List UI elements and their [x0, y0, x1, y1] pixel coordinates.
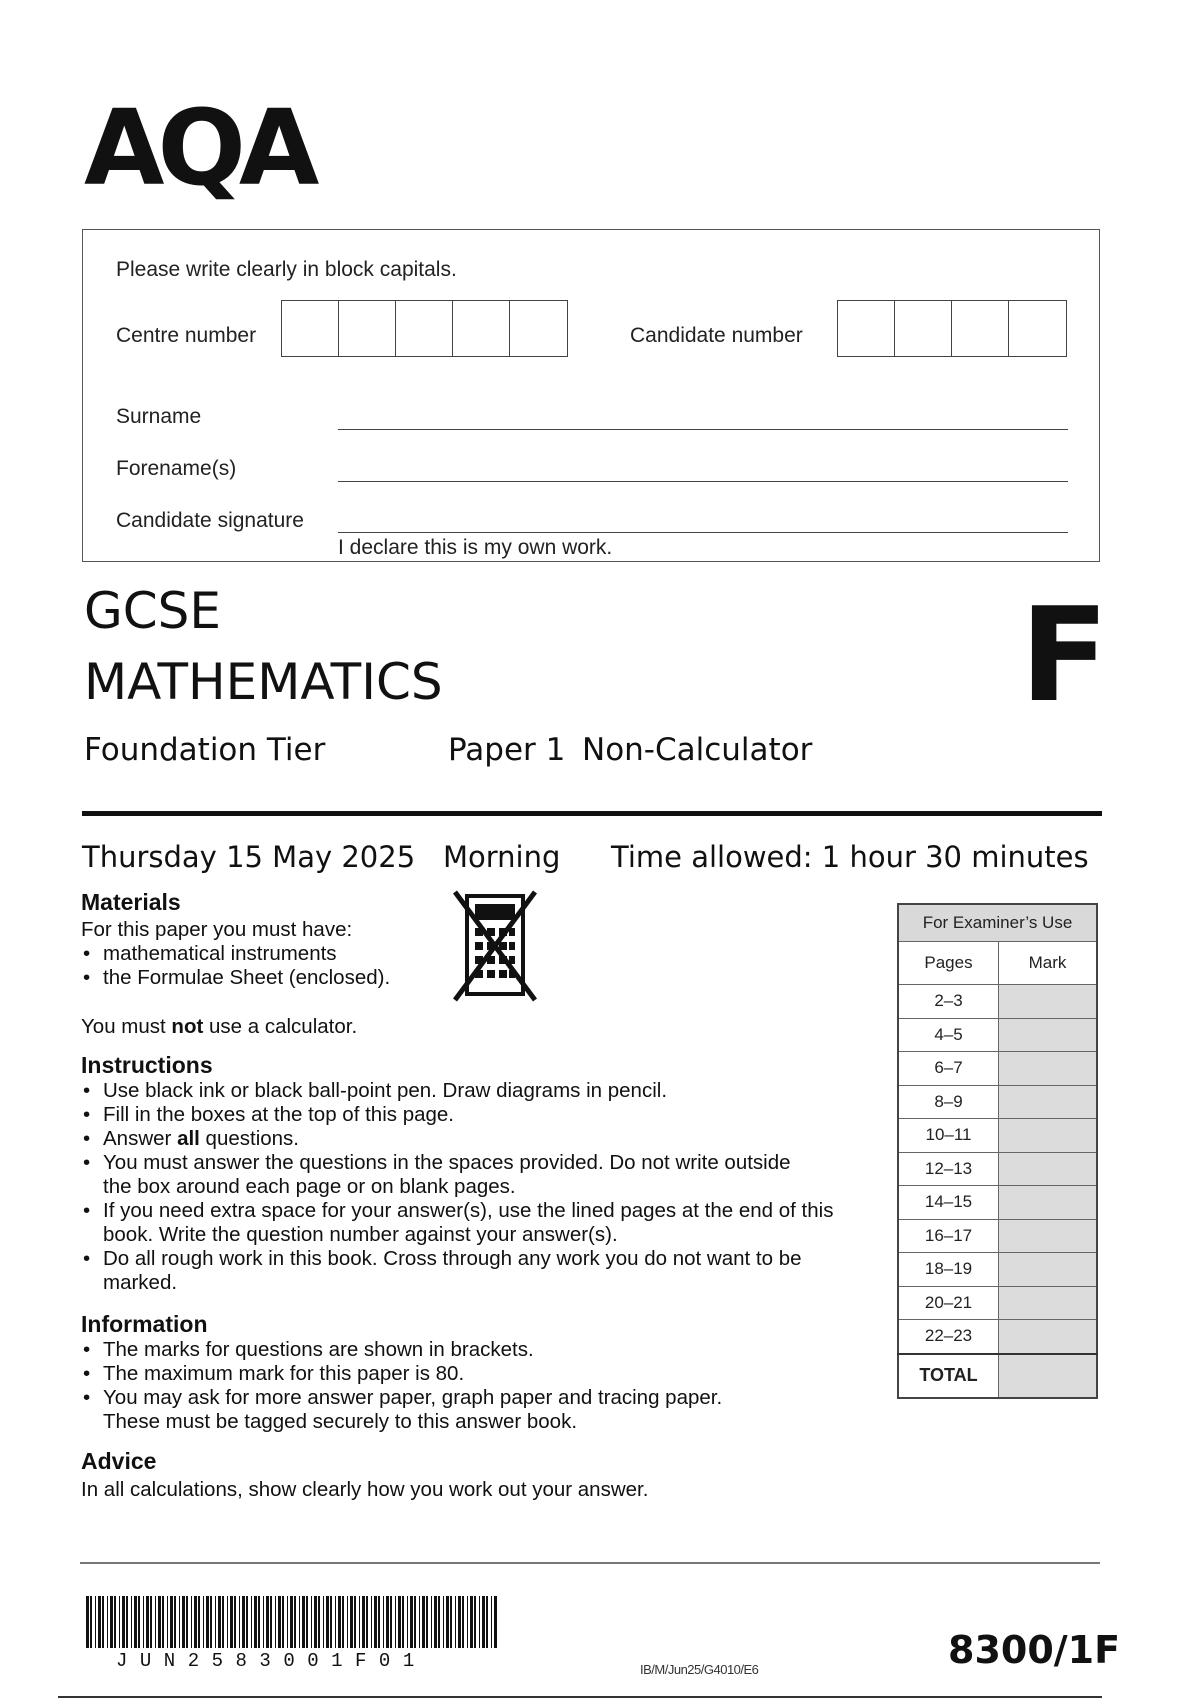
- paper-type-label: Non-Calculator: [582, 732, 813, 768]
- materials-heading: Materials: [81, 889, 181, 915]
- barcode-number: JUN2583001F01: [116, 1650, 427, 1672]
- candidate-number-digit[interactable]: [895, 301, 952, 356]
- paper-code: 8300/1F: [948, 1628, 1121, 1672]
- mark-cell: [999, 1286, 1098, 1320]
- forenames-line[interactable]: [338, 481, 1068, 482]
- mark-cell: [999, 1320, 1098, 1354]
- document-reference: IB/M/Jun25/G4010/E6: [640, 1662, 759, 1677]
- mark-cell: [999, 1253, 1098, 1287]
- list-item: • the Formulae Sheet (enclosed).: [81, 966, 461, 990]
- information-list: [81, 1338, 781, 1434]
- pages-cell: 16–17: [898, 1219, 999, 1253]
- title-divider: [82, 811, 1102, 816]
- centre-number-digit[interactable]: [453, 301, 510, 356]
- surname-line[interactable]: [338, 429, 1068, 430]
- pages-cell: 20–21: [898, 1286, 999, 1320]
- tier-label: Foundation Tier: [84, 732, 326, 768]
- table-row: [898, 1152, 1097, 1186]
- centre-number-label: Centre number: [116, 324, 257, 347]
- mark-cell: [999, 1219, 1098, 1253]
- pages-cell: 18–19: [898, 1253, 999, 1287]
- instructions-list: [81, 1079, 851, 1295]
- list-item: • You may ask for more answer paper, graph paper and tracing paper. These must be tagged securely to this answer book.: [81, 1386, 781, 1434]
- mark-cell: [999, 1119, 1098, 1153]
- centre-number-digit[interactable]: [396, 301, 453, 356]
- total-mark-cell: [999, 1354, 1098, 1398]
- materials-list: [81, 942, 461, 990]
- list-item: • If you need extra space for your answer(s), use the lined pages at the end of this book. Write the question number against your answer(s).: [81, 1199, 848, 1247]
- information-heading: Information: [81, 1311, 208, 1337]
- total-label: TOTAL: [898, 1354, 999, 1398]
- list-item-text: questions.: [199, 1127, 300, 1150]
- candidate-number-boxes[interactable]: [837, 300, 1067, 357]
- examiner-table-title: For Examiner’s Use: [898, 904, 1097, 942]
- pages-cell: 12–13: [898, 1152, 999, 1186]
- pages-cell: 10–11: [898, 1119, 999, 1153]
- list-item-emphasis: all: [177, 1127, 200, 1150]
- table-row: [898, 1119, 1097, 1153]
- list-item: • Use black ink or black ball-point pen. Draw diagrams in pencil.: [81, 1079, 851, 1103]
- calculator-rule-emphasis: not: [171, 1015, 204, 1038]
- candidate-number-digit[interactable]: [1009, 301, 1066, 356]
- centre-number-digit[interactable]: [282, 301, 339, 356]
- aqa-logo: AQA: [84, 87, 313, 209]
- list-item: • mathematical instruments: [81, 942, 461, 966]
- subject-title: MATHEMATICS: [84, 653, 443, 711]
- materials-intro: For this paper you must have:: [81, 918, 353, 941]
- list-item: • The marks for questions are shown in brackets.: [81, 1338, 781, 1362]
- forenames-label: Forename(s): [116, 457, 237, 480]
- table-row: [898, 1219, 1097, 1253]
- signature-line[interactable]: [338, 532, 1068, 533]
- table-row: [898, 1052, 1097, 1086]
- time-allowed: Time allowed: 1 hour 30 minutes: [611, 840, 1089, 874]
- candidate-number-label: Candidate number: [630, 324, 803, 347]
- qualification-title: GCSE: [84, 582, 221, 640]
- table-row: [898, 1253, 1097, 1287]
- table-row: [898, 1186, 1097, 1220]
- mark-cell: [999, 1018, 1098, 1052]
- total-row: [898, 1354, 1097, 1398]
- list-item-text: Answer: [103, 1127, 178, 1150]
- pages-cell: 2–3: [898, 985, 999, 1019]
- barcode: [86, 1596, 500, 1648]
- list-item: • Do all rough work in this book. Cross through any work you do not want to be marked.: [81, 1247, 848, 1295]
- pages-cell: 4–5: [898, 1018, 999, 1052]
- signature-label: Candidate signature: [116, 509, 304, 532]
- pages-cell: 6–7: [898, 1052, 999, 1086]
- mark-cell: [999, 985, 1098, 1019]
- pages-cell: 14–15: [898, 1186, 999, 1220]
- pages-column-header: Pages: [898, 942, 999, 985]
- centre-number-digit[interactable]: [339, 301, 396, 356]
- calculator-rule: [81, 1015, 357, 1039]
- footer-divider: [80, 1562, 1100, 1564]
- table-row: [898, 1085, 1097, 1119]
- exam-date: Thursday 15 May 2025: [82, 840, 416, 874]
- mark-cell: [999, 1152, 1098, 1186]
- examiner-use-table: [897, 903, 1098, 1399]
- calculator-rule-text: use a calculator.: [203, 1015, 358, 1038]
- exam-session: Morning: [443, 840, 561, 874]
- table-row: [898, 1320, 1097, 1354]
- candidate-number-digit[interactable]: [952, 301, 1009, 356]
- candidate-number-digit[interactable]: [838, 301, 895, 356]
- list-item: • The maximum mark for this paper is 80.: [81, 1362, 781, 1386]
- paper-label: Paper 1: [448, 732, 566, 768]
- surname-label: Surname: [116, 405, 202, 428]
- mark-cell: [999, 1085, 1098, 1119]
- mark-column-header: Mark: [999, 942, 1098, 985]
- advice-heading: Advice: [81, 1448, 157, 1474]
- pages-cell: 8–9: [898, 1085, 999, 1119]
- instructions-heading: Instructions: [81, 1052, 213, 1078]
- table-row: [898, 1018, 1097, 1052]
- centre-number-boxes[interactable]: [281, 300, 568, 357]
- pages-cell: 22–23: [898, 1320, 999, 1354]
- calculator-rule-text: You must: [81, 1015, 172, 1038]
- no-calculator-icon: [453, 890, 537, 1002]
- tier-letter: F: [1020, 579, 1109, 731]
- centre-number-digit[interactable]: [510, 301, 567, 356]
- list-item: • You must answer the questions in the spaces provided. Do not write outside the box around each page or on blank pages.: [81, 1151, 793, 1199]
- table-row: [898, 985, 1097, 1019]
- list-item: [81, 1127, 851, 1151]
- mark-cell: [999, 1052, 1098, 1086]
- mark-cell: [999, 1186, 1098, 1220]
- advice-text: In all calculations, show clearly how you work out your answer.: [81, 1478, 649, 1501]
- page-bottom-rule: [58, 1696, 1102, 1698]
- block-capitals-instruction: Please write clearly in block capitals.: [116, 258, 457, 281]
- table-row: [898, 1286, 1097, 1320]
- list-item: • Fill in the boxes at the top of this page.: [81, 1103, 851, 1127]
- declaration-text: I declare this is my own work.: [338, 536, 613, 559]
